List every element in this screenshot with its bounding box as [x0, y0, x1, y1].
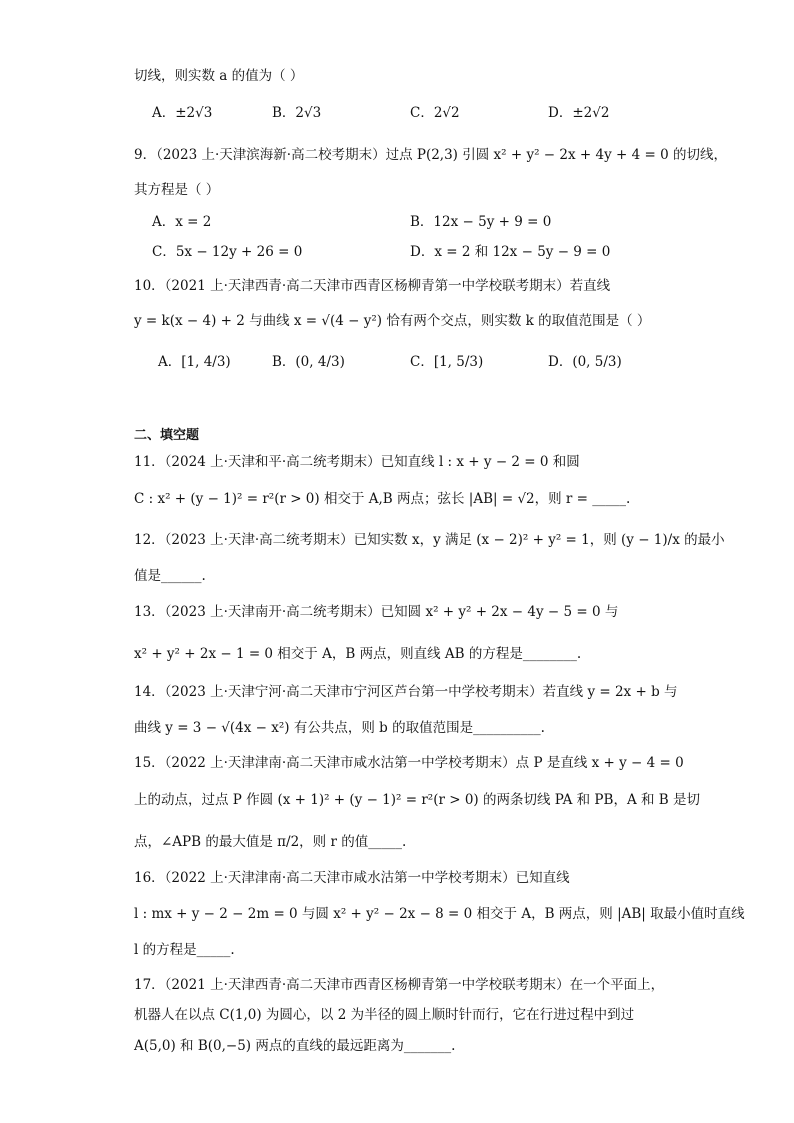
- q8-option-d: D．±2√2: [548, 105, 610, 121]
- q12-stem-line2: 值是______.: [134, 568, 206, 584]
- q9-option-d: D．x = 2 和 12x − 5y − 9 = 0: [410, 244, 611, 260]
- q15-stem-line1: 15．（2022 上·天津津南·高二天津市咸水沽第一中学校考期末）点 P 是直线 x + y − 4 = 0: [134, 755, 684, 771]
- q8-option-b: B．2√3: [272, 105, 322, 121]
- q17-stem-line1: 17．（2021 上·天津西青·高二天津市西青区杨柳青第一中学校联考期末）在一个平面上，: [134, 977, 665, 993]
- q10-stem-line2: y = k(x − 4) + 2 与曲线 x = √(4 − y²) 恰有两个交点，则实数 k 的取值范围是（ ）: [134, 313, 651, 329]
- q13-stem-line1: 13．（2023 上·天津南开·高二统考期末）已知圆 x² + y² + 2x − 4y − 5 = 0 与: [134, 604, 619, 620]
- q14-stem-line2: 曲线 y = 3 − √(4x − x²) 有公共点，则 b 的取值范围是__________.: [134, 720, 545, 736]
- q8-option-c: C．2√2: [410, 105, 460, 121]
- q9-option-a: A．x = 2: [152, 214, 212, 230]
- q12-stem-line1: 12．（2023 上·天津·高二统考期末）已知实数 x，y 满足 (x − 2)² + y² = 1，则 (y − 1)/x 的最小: [134, 532, 725, 548]
- q11-stem-line2: C : x² + (y − 1)² = r²(r > 0) 相交于 A,B 两点；弦长 |AB| = √2，则 r = _____.: [134, 491, 631, 507]
- q17-stem-line3: A(5,0) 和 B(0,−5) 两点的直线的最远距离为_______.: [134, 1038, 456, 1054]
- q15-stem-line2: 上的动点，过点 P 作圆 (x + 1)² + (y − 1)² = r²(r > 0) 的两条切线 PA 和 PB，A 和 B 是切: [134, 792, 700, 808]
- q9-option-c: C．5x − 12y + 26 = 0: [152, 244, 303, 260]
- q9-stem-line1: 9．（2023 上·天津滨海新·高二校考期末）过点 P(2,3) 引圆 x² + y² − 2x + 4y + 4 = 0 的切线，: [134, 147, 727, 163]
- q15-stem-line3: 点，∠APB 的最大值是 π/2，则 r 的值_____.: [134, 834, 407, 850]
- q16-stem-line3: l 的方程是_____.: [134, 942, 235, 958]
- q8-option-a: A．±2√3: [152, 105, 213, 121]
- q10-stem-line1: 10．（2021 上·天津西青·高二天津市西青区杨柳青第一中学校联考期末）若直线: [134, 278, 611, 294]
- q16-stem-line2: l : mx + y − 2 − 2m = 0 与圆 x² + y² − 2x − 8 = 0 相交于 A，B 两点，则 |AB| 取最小值时直线: [134, 906, 745, 922]
- q9-stem-line2: 其方程是（ ）: [134, 182, 220, 198]
- q9-option-b: B．12x − 5y + 9 = 0: [410, 214, 552, 230]
- q10-option-c: C．[1, 5/3): [410, 354, 484, 370]
- q10-option-a: A．[1, 4/3): [158, 354, 231, 370]
- q10-option-b: B．(0, 4/3): [272, 354, 345, 370]
- q11-stem-line1: 11．（2024 上·天津和平·高二统考期末）已知直线 l : x + y − 2 = 0 和圆: [134, 454, 580, 470]
- q10-option-d: D．(0, 5/3): [548, 354, 622, 370]
- q13-stem-line2: x² + y² + 2x − 1 = 0 相交于 A，B 两点，则直线 AB 的方程是________.: [134, 646, 582, 662]
- q14-stem-line1: 14．（2023 上·天津宁河·高二天津市宁河区芦台第一中学校考期末）若直线 y = 2x + b 与: [134, 684, 678, 700]
- q16-stem-line1: 16．（2022 上·天津津南·高二天津市咸水沽第一中学校考期末）已知直线: [134, 870, 570, 886]
- q8-stem-tail: 切线，则实数 a 的值为（ ）: [134, 68, 304, 84]
- q17-stem-line2: 机器人在以点 C(1,0) 为圆心，以 2 为半径的圆上顺时针而行，它在行进过程中到过: [134, 1007, 635, 1023]
- section-heading-fill-in: 二、填空题: [134, 428, 200, 443]
